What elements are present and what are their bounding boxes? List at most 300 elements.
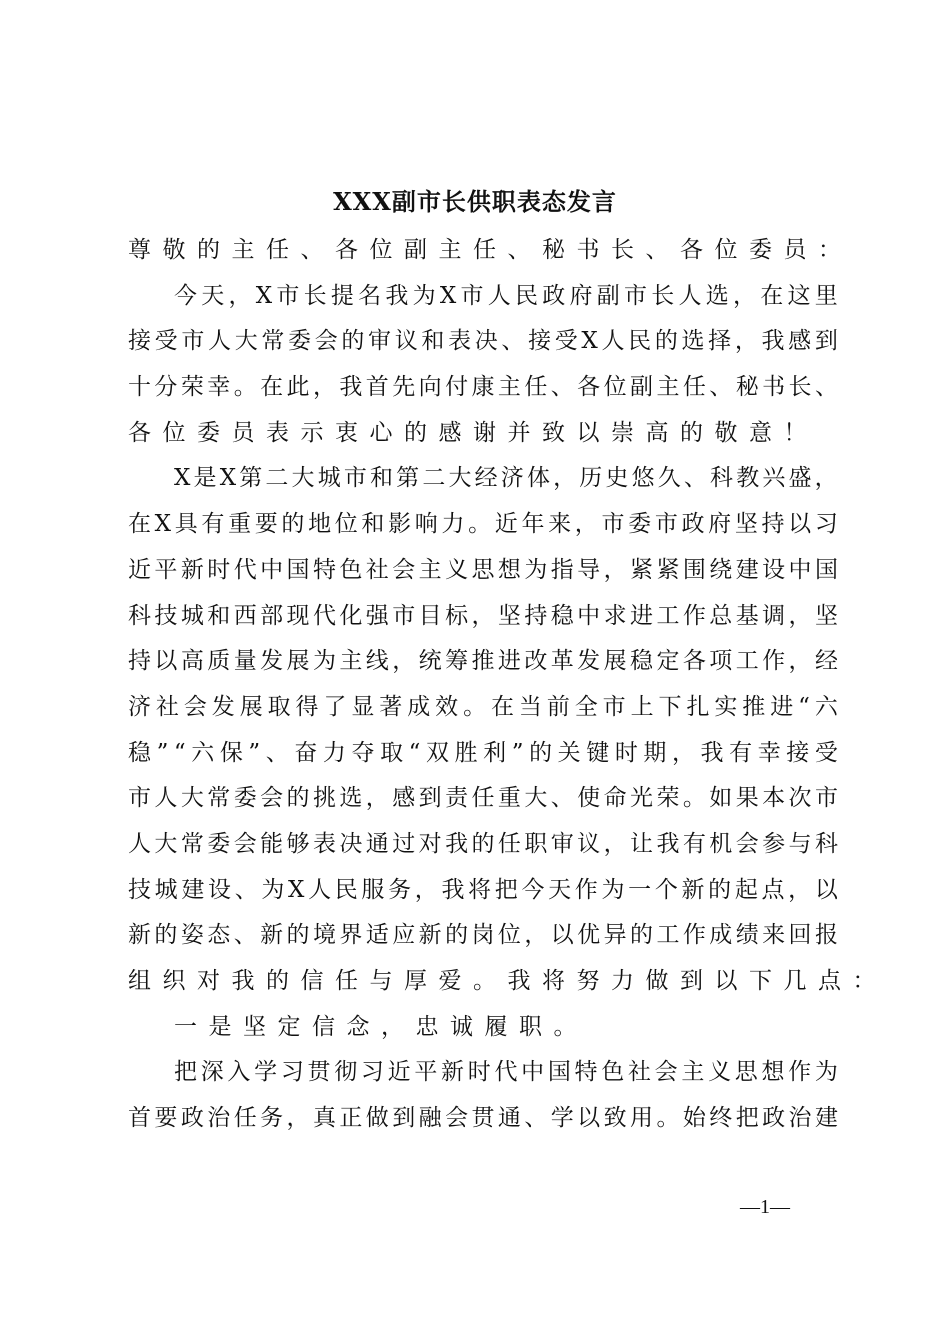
glyph: 新	[441, 1059, 465, 1086]
glyph: 胜	[454, 739, 478, 766]
glyph: 接	[128, 328, 151, 355]
glyph: 的	[529, 739, 553, 766]
glyph: 。	[233, 374, 257, 401]
glyph: 展	[239, 693, 263, 720]
glyph: 基	[735, 602, 759, 629]
glyph: 体	[526, 465, 550, 492]
glyph: 是	[193, 465, 217, 492]
glyph: 大	[154, 830, 178, 857]
glyph: 为	[601, 876, 625, 903]
glyph: 得	[295, 693, 319, 720]
glyph: 义	[445, 556, 469, 583]
glyph: 大	[180, 785, 204, 812]
text-line: 各位委员表示衷心的感谢并致以崇高的敬意！	[128, 419, 818, 446]
glyph: 报	[814, 922, 838, 949]
glyph: 副	[596, 282, 620, 309]
glyph: 接	[528, 328, 552, 355]
page-number: —1—	[740, 1196, 790, 1218]
glyph: 的	[286, 785, 310, 812]
glyph: 位	[334, 511, 358, 538]
glyph: 把	[735, 1105, 759, 1132]
glyph: 建	[181, 876, 205, 903]
glyph: 双	[426, 739, 449, 766]
glyph: 治	[207, 1105, 231, 1132]
text-line	[128, 822, 838, 868]
glyph: 兴	[762, 465, 786, 492]
glyph: 此	[286, 374, 310, 401]
glyph: 坚	[814, 602, 838, 629]
glyph: 真	[312, 1105, 336, 1132]
glyph: 长	[303, 282, 327, 309]
glyph: 改	[524, 648, 548, 675]
glyph: 责	[445, 785, 469, 812]
glyph: 幸	[757, 739, 781, 766]
glyph: ，	[286, 1105, 310, 1132]
glyph: 新	[418, 922, 442, 949]
glyph: 参	[762, 830, 786, 857]
glyph: 的	[286, 922, 310, 949]
glyph: 、	[814, 374, 838, 401]
glyph: 、	[550, 374, 574, 401]
glyph: 中	[260, 556, 284, 583]
glyph: 发	[577, 648, 601, 675]
glyph: 名	[358, 282, 382, 309]
glyph: 、	[234, 876, 258, 903]
glyph: 稳	[128, 739, 151, 766]
glyph: X	[581, 328, 598, 355]
text-line	[128, 776, 838, 822]
glyph: 委	[233, 785, 257, 812]
glyph: 时	[207, 556, 231, 583]
glyph: 有	[729, 739, 753, 766]
glyph: 想	[761, 1059, 785, 1086]
glyph: 扎	[686, 693, 710, 720]
glyph: 各	[577, 374, 601, 401]
text-line: 组织对我的信任与厚爱。我将努力做到以下几点：	[128, 968, 887, 994]
glyph: 以	[814, 876, 838, 903]
glyph: 思	[734, 1059, 758, 1086]
glyph: 西	[233, 602, 257, 629]
glyph: 质	[207, 648, 231, 675]
glyph: 委	[207, 830, 231, 857]
glyph: 各	[682, 648, 706, 675]
glyph: 姿	[180, 922, 204, 949]
glyph: 中	[521, 1059, 545, 1086]
glyph: 义	[708, 1059, 732, 1086]
glyph: 命	[603, 785, 627, 812]
glyph: 如	[709, 785, 733, 812]
glyph: 终	[709, 1105, 733, 1132]
glyph: 城	[180, 602, 204, 629]
glyph: 国	[814, 556, 838, 583]
glyph: 的	[341, 328, 365, 355]
glyph: 新	[681, 876, 705, 903]
glyph: 奋	[294, 739, 318, 766]
glyph: 新	[180, 556, 204, 583]
glyph: 始	[682, 1105, 706, 1132]
glyph: 学	[254, 1059, 278, 1086]
glyph: 到	[392, 1105, 416, 1132]
glyph: 我	[385, 282, 409, 309]
glyph: 书	[762, 374, 786, 401]
glyph: 能	[260, 830, 284, 857]
glyph: 展	[286, 648, 310, 675]
glyph: 首	[128, 1105, 151, 1132]
glyph: 付	[445, 374, 469, 401]
glyph: 的	[471, 830, 495, 857]
glyph: 作	[682, 922, 706, 949]
glyph: 审	[550, 830, 574, 857]
glyph: 具	[174, 511, 198, 538]
glyph: 主	[656, 374, 680, 401]
glyph: 异	[603, 922, 627, 949]
glyph: 来	[548, 511, 572, 538]
glyph: 过	[392, 830, 416, 857]
glyph: 第	[396, 465, 420, 492]
glyph: 我	[700, 739, 724, 766]
glyph: 将	[468, 876, 492, 903]
glyph: 做	[365, 1105, 389, 1132]
glyph: 以	[788, 511, 812, 538]
glyph: 要	[254, 511, 278, 538]
glyph: 发	[211, 693, 235, 720]
glyph: 光	[630, 785, 654, 812]
glyph: 绩	[735, 922, 759, 949]
glyph: 代	[312, 602, 336, 629]
glyph: ，	[603, 556, 627, 583]
glyph: 正	[339, 1105, 363, 1132]
glyph: 工	[656, 922, 680, 949]
glyph: 紧	[656, 556, 680, 583]
glyph: 的	[654, 328, 678, 355]
glyph: 主	[339, 648, 363, 675]
glyph: 任	[682, 374, 706, 401]
glyph: 入	[227, 1059, 251, 1086]
text-line	[128, 639, 838, 685]
glyph: 贯	[307, 1059, 331, 1086]
glyph: ，	[414, 876, 438, 903]
glyph: 强	[365, 602, 389, 629]
glyph: 城	[317, 465, 341, 492]
glyph: 界	[339, 922, 363, 949]
glyph: 挑	[312, 785, 336, 812]
glyph: X	[439, 282, 457, 309]
glyph: 城	[154, 876, 178, 903]
glyph: ，	[788, 648, 812, 675]
glyph: 稳	[550, 602, 574, 629]
glyph: 果	[735, 785, 759, 812]
glyph: 影	[388, 511, 412, 538]
glyph: ，	[574, 511, 598, 538]
glyph: 、	[709, 374, 733, 401]
glyph: ，	[734, 328, 758, 355]
glyph: 会	[233, 830, 257, 857]
glyph: 科	[710, 465, 734, 492]
glyph: 工	[735, 648, 759, 675]
glyph: 特	[312, 556, 336, 583]
glyph: 先	[392, 374, 416, 401]
glyph: ”	[156, 739, 169, 766]
glyph: 科	[128, 602, 151, 629]
glyph: 务	[260, 1105, 284, 1132]
glyph: 近	[387, 1059, 411, 1086]
glyph: 项	[709, 648, 733, 675]
glyph: 绕	[709, 556, 733, 583]
glyph: 色	[601, 1059, 625, 1086]
glyph: 起	[734, 876, 758, 903]
glyph: 表	[312, 830, 336, 857]
glyph: 的	[630, 922, 654, 949]
glyph: 表	[448, 328, 472, 355]
glyph: 主	[497, 374, 521, 401]
glyph: 到	[418, 785, 442, 812]
glyph: 利	[483, 739, 507, 766]
glyph: 民	[628, 328, 652, 355]
glyph: 教	[736, 465, 760, 492]
glyph: 、	[550, 785, 574, 812]
glyph: 进	[497, 648, 521, 675]
glyph: 前	[546, 693, 570, 720]
glyph: 保	[219, 739, 243, 766]
glyph: 市	[392, 602, 416, 629]
glyph: ”	[511, 739, 524, 766]
glyph: 紧	[630, 556, 654, 583]
glyph: ，	[733, 282, 756, 309]
glyph: 我	[656, 830, 680, 857]
text-line	[128, 274, 838, 320]
glyph: 人	[308, 876, 332, 903]
glyph: 民	[515, 282, 538, 309]
glyph: 量	[233, 648, 257, 675]
glyph: 次	[788, 785, 812, 812]
glyph: 响	[414, 511, 438, 538]
glyph: 选	[681, 328, 705, 355]
glyph: 推	[471, 648, 495, 675]
glyph: 会	[735, 830, 759, 857]
glyph: 大	[234, 328, 258, 355]
glyph: 选	[339, 785, 363, 812]
glyph: 实	[714, 693, 738, 720]
glyph: 康	[471, 374, 495, 401]
text-line: 一是坚定信念，忠诚履职。	[174, 1013, 588, 1040]
glyph: 键	[586, 739, 610, 766]
glyph: 建	[735, 556, 759, 583]
glyph: 为	[261, 876, 285, 903]
glyph: 统	[418, 648, 442, 675]
glyph: 常	[180, 830, 204, 857]
glyph: 以	[550, 922, 574, 949]
glyph: 以	[577, 1105, 601, 1132]
glyph: 境	[312, 922, 336, 949]
glyph: 展	[603, 648, 627, 675]
glyph: 在	[128, 511, 151, 538]
text-line	[128, 548, 838, 594]
glyph: 显	[351, 693, 375, 720]
glyph: 把	[494, 876, 518, 903]
glyph: 任	[497, 830, 521, 857]
glyph: “	[408, 739, 421, 766]
glyph: 国	[286, 556, 310, 583]
glyph: 融	[418, 1105, 442, 1132]
glyph: 天	[201, 282, 225, 309]
glyph: 标	[445, 602, 469, 629]
glyph: 今	[174, 282, 197, 309]
glyph: 市	[654, 511, 678, 538]
glyph: 、	[233, 922, 257, 949]
glyph: 政	[542, 282, 566, 309]
glyph: 市	[343, 465, 367, 492]
glyph: 期	[643, 739, 667, 766]
glyph: 和	[421, 328, 445, 355]
glyph: 代	[233, 556, 257, 583]
glyph: 部	[260, 602, 284, 629]
glyph: 效	[435, 693, 459, 720]
glyph: 让	[630, 830, 654, 857]
glyph: 。	[656, 1105, 680, 1132]
glyph: 二	[422, 465, 446, 492]
text-line	[128, 1050, 838, 1096]
glyph: 会	[183, 693, 207, 720]
glyph: 市	[128, 785, 151, 812]
glyph: 的	[445, 922, 469, 949]
glyph: 十	[128, 374, 151, 401]
text-line	[128, 731, 838, 777]
glyph: 在	[490, 693, 514, 720]
glyph: 新	[128, 922, 151, 949]
glyph: 稳	[630, 648, 654, 675]
glyph: 求	[603, 602, 627, 629]
glyph: 建	[814, 1105, 838, 1132]
glyph: ，	[788, 876, 812, 903]
glyph: 全	[574, 693, 598, 720]
glyph: 成	[709, 922, 733, 949]
glyph: 决	[339, 830, 363, 857]
glyph: 持	[761, 511, 785, 538]
glyph: 技	[128, 876, 151, 903]
glyph: 与	[788, 830, 812, 857]
glyph: 高	[180, 648, 204, 675]
glyph: 时	[614, 739, 638, 766]
glyph: 人	[487, 282, 511, 309]
glyph: 和	[361, 511, 385, 538]
glyph: 主	[418, 556, 442, 583]
glyph: 历	[579, 465, 603, 492]
glyph: 设	[208, 876, 232, 903]
text-line	[128, 868, 838, 914]
glyph: 代	[494, 1059, 518, 1086]
glyph: 市	[624, 282, 647, 309]
glyph: 里	[814, 282, 838, 309]
glyph: 务	[388, 876, 412, 903]
glyph: 取	[267, 693, 291, 720]
glyph: 推	[742, 693, 766, 720]
text-line	[128, 365, 838, 411]
glyph: 彻	[334, 1059, 358, 1086]
glyph: ，	[471, 602, 495, 629]
glyph: 深	[200, 1059, 224, 1086]
glyph: 我	[761, 328, 785, 355]
glyph: 习	[280, 1059, 304, 1086]
glyph: 贯	[471, 1105, 495, 1132]
glyph: 任	[471, 785, 495, 812]
glyph: X	[154, 511, 172, 538]
glyph: 政	[180, 1105, 204, 1132]
glyph: 六	[814, 693, 838, 720]
glyph: 应	[392, 922, 416, 949]
glyph: 到	[814, 328, 838, 355]
glyph: 有	[682, 830, 706, 857]
glyph: 议	[577, 830, 601, 857]
glyph: X	[219, 465, 237, 492]
glyph: 政	[681, 511, 705, 538]
glyph: 受	[154, 328, 178, 355]
glyph: 机	[709, 830, 733, 857]
glyph: 来	[762, 922, 786, 949]
glyph: 秘	[735, 374, 759, 401]
glyph: 史	[605, 465, 629, 492]
glyph: 市	[460, 282, 484, 309]
glyph: 、	[524, 1105, 548, 1132]
glyph: 为	[524, 556, 548, 583]
glyph: 在	[760, 282, 784, 309]
glyph: 作	[762, 648, 786, 675]
glyph: 重	[228, 511, 252, 538]
glyph: 市	[276, 282, 300, 309]
document-body	[128, 228, 887, 1142]
glyph: 六	[191, 739, 215, 766]
glyph: 指	[550, 556, 574, 583]
text-line	[128, 594, 838, 640]
glyph: 悠	[631, 465, 655, 492]
glyph: 以	[154, 648, 178, 675]
text-line	[128, 1096, 838, 1142]
glyph: 。	[463, 693, 487, 720]
glyph: 我	[441, 876, 465, 903]
glyph: 总	[709, 602, 733, 629]
glyph: 时	[467, 1059, 491, 1086]
glyph: 革	[550, 648, 574, 675]
glyph: 使	[577, 785, 601, 812]
glyph: 色	[339, 556, 363, 583]
text-line	[128, 456, 838, 502]
glyph: 下	[658, 693, 682, 720]
glyph: 坚	[497, 602, 521, 629]
glyph: 受	[814, 739, 838, 766]
glyph: 作	[788, 1059, 812, 1086]
glyph: 导	[577, 556, 601, 583]
glyph: 线	[365, 648, 389, 675]
text-line: 尊敬的主任、各位副主任、秘书长、各位委员：	[128, 237, 853, 263]
glyph: 人	[601, 328, 625, 355]
glyph: 上	[630, 693, 654, 720]
glyph: 荣	[180, 374, 204, 401]
glyph: 把	[174, 1059, 197, 1086]
glyph: 岗	[471, 922, 495, 949]
glyph: 择	[708, 328, 732, 355]
glyph: 久	[657, 465, 681, 492]
glyph: 提	[330, 282, 354, 309]
glyph: ，	[312, 374, 336, 401]
glyph: 作	[682, 602, 706, 629]
glyph: 近	[494, 511, 518, 538]
glyph: 议	[394, 328, 418, 355]
glyph: 大	[448, 465, 472, 492]
glyph: 市	[814, 785, 838, 812]
glyph: 有	[201, 511, 225, 538]
glyph: 位	[603, 374, 627, 401]
glyph: ，	[553, 465, 577, 492]
glyph: 致	[603, 1105, 627, 1132]
